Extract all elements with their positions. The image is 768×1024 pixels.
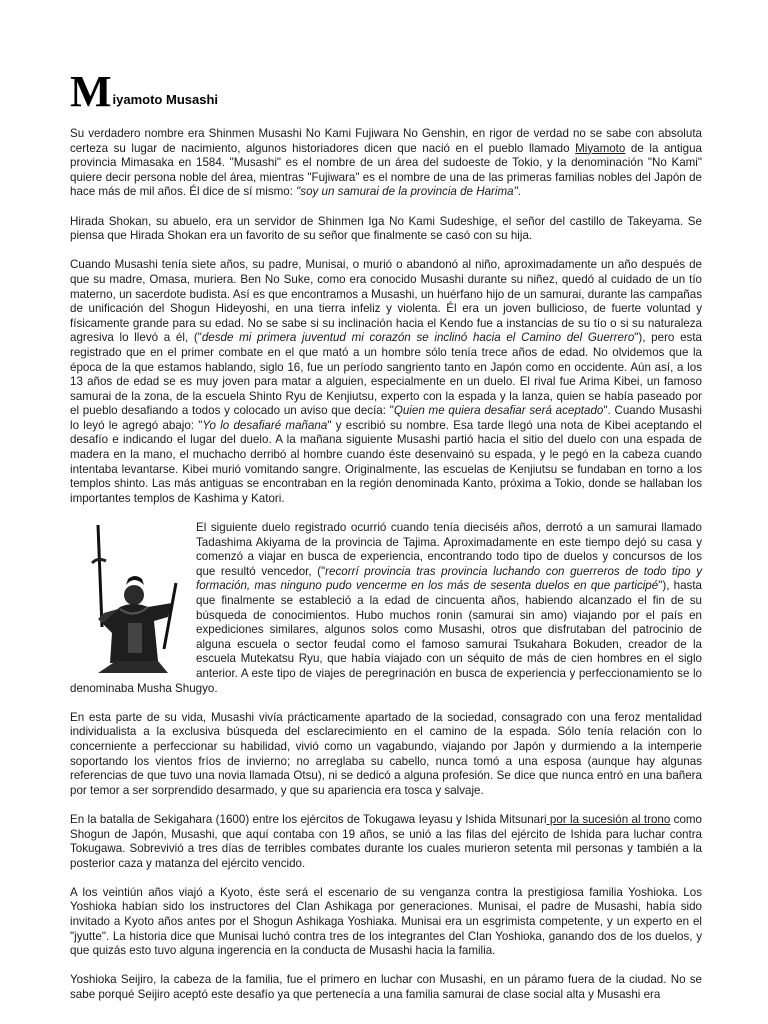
quote-harima: "soy un samurai de la provincia de Harima" [296, 185, 518, 199]
paragraph-6 [70, 813, 702, 871]
text-run: En la batalla de Sekigahara (1600) entre los ejércitos de Tokugawa Ieyasu y Ishida Mitsunari [70, 812, 547, 826]
quote-camino: desde mi primera juventud mi corazón se inclinó hacia el Camino del Guerrero [201, 331, 635, 345]
paragraph-2: Hirada Shokan, su abuelo, era un servidor de Shinmen Iga No Kami Sudeshige, el señor del castillo de Takeyama. Se piensa que Hirada Shokan era un favorito de su señor que finalmente se casó con su hija. [70, 214, 702, 243]
article-body [70, 67, 703, 1017]
title-text: iyamoto Musashi [112, 92, 218, 108]
text-run: Cuando Musashi tenía siete años, su padre, Munisai, o murió o abandonó al niño, aproximadamente un año después de que su madre, Omasa, muriera. Ben No Suke, como era conocido Musashi durante su niñez, quedó al cuidado de un tío materno, un sacerdote budista. Así es que encontramos a Musashi, un huérfano hijo de un samurai, durante las campañas de unificación del Shogun Hideyoshi, en una tierra infeliz y violenta. Él era un joven bullicioso, de fuerte voluntad y físicamente grande para su edad. No se sabe si su inclinación hacia el Kendo fue a instancias de su tío o si su naturaleza agresiva lo llevó a él, (" [70, 258, 702, 345]
text-run: Su verdadero nombre era Shinmen Musashi No Kami Fujiwara No Genshin, en rigor de verdad no se sabe con absoluta certeza su lugar de nacimiento, algunos historiadores dicen que nació en el pueblo llamado [70, 127, 702, 155]
samurai-illustration [68, 523, 190, 673]
text-run: ". Cuando Musashi lo leyó le agregó abajo: " [70, 404, 702, 432]
quote-desafiar: Quien me quiera desafiar será aceptado [393, 404, 604, 418]
paragraph-7: A los veintiún años viajó a Kyoto, éste será el escenario de su venganza contra la prestigiosa familia Yoshioka. Los Yoshioka habían sido los instructores del Clan Ashikaga por generaciones. Munisai, el padre de Musashi, había sido invitado a Kyoto años antes por el Shogun Ashikaga Yoshiaka. Munisai era un esgrimista competente, y un experto en el "jyutte". La historia dice que Munisai luchó contra tres de los integrantes del Clan Yoshioka, ganando dos de los duelos, y que quizás esto tuvo alguna ingerencia en la conducta de Musashi hacia la familia. [70, 885, 702, 958]
text-run: "), pero esta registrado que en el primer combate en el que mató a un hombre sólo tenía trece años de edad. No olvidemos que la época de la que estamos hablando, siglo 16, fue un período sangriento tanto en Japón como en occidente. Aún así, a los 13 años de edad se es muy joven para matar a alguien, especialmente en un duelo. El rival fue Arima Kibei, un famoso samurai de la zona, de la escuela Shinto Ryu de Kenjiutsu, experto con la espada y la lanza, quien se había paseado por el pueblo desafiando a todos y colocado un aviso que decía: " [70, 331, 702, 418]
text-run: " y escribió su nombre. Esa tarde llegó una nota de Kibei aceptando el desafío e indicando el lugar del duelo. A la mañana siguiente Musashi partió hacia el sitio del duelo con una espada de madera en la mano, el muchacho derribó al hombre cuando éste desenvainó su espada, y le pegó en la cabeza cuando intentaba levantarse. Kibei murió vomitando sangre. Originalmente, las escuelas de Kenjiutsu se fundaban en torno a los templos shinto. Las más antiguas se encontraban en la región denominada Kanto, próxima a Tokio, donde se hallaban los importantes templos de Kashima y Katori. [70, 418, 702, 505]
quote-provincia: recorrí provincia tras provincia luchando con guerreros de todo tipo y formación, mas ninguno pudo vencerme en los más de sesenta duelos en que participé [196, 564, 703, 593]
miyamoto-link[interactable]: Miyamoto [575, 141, 626, 155]
paragraph-1 [70, 127, 702, 200]
underlined-text: por la sucesión al trono [546, 812, 671, 826]
text-run: "), hasta que finalmente se estableció a la edad de cincuenta años, habiendo alcanzado el fin de su búsqueda de conocimientos. Hubo muchos ronin (samurai sin amo) viajando por el país en expediciones similares, algunos solos como Musashi, otros que disfrutaban del patrocinio de alguna escuela o sector feudal como el famoso samurai Tsukahara Bokuden, creador de la escuela Mutekatsu Ryu, que había viajado con un séquito de más de cien hombres en el siglo anterior. A este tipo de viajes de peregrinación en busca de experiencia y perfeccionamiento se lo denominaba Musha Shugyo. [70, 579, 702, 695]
text-run: como Shogun de Japón, Musashi, que aquí contaba con 19 años, se unió a las filas del ejército de Ishida para luchar contra Tokugawa. Sobrevivió a tres días de terribles combates durante los cuales murieron setenta mil personas y también a la posterior caza y matanza del ejército vencido. [70, 812, 702, 870]
paragraph-8: Yoshioka Seijiro, la cabeza de la familia, fue el primero en luchar con Musashi, en un páramo fuera de la ciudad. No se sabe porqué Seijiro aceptó este desafío ya que pertenecía a una familia samurai de clase social alta y Musashi era [70, 973, 702, 1002]
paragraph-4 [70, 521, 702, 696]
paragraph-5: En esta parte de su vida, Musashi vivía prácticamente apartado de la sociedad, consagrado con una feroz mentalidad individualista a la exclusiva búsqueda del esclarecimiento en el camino de la espada. Sólo tenía relación con lo concerniente a perfeccionar su habilidad, vivió como un vagabundo, viajando por Japón y durmiendo a la intemperie soportando los vientos fríos de invierno; no arreglaba su cabello, nunca tomó a una esposa (aunque hay algunas referencias de que tuvo una novia llamada Otsu), ni se dedicó a alguna profesión. Se dice que nunca entró en una bañera por temor a ser sorprendido desarmado, y que su apariencia era tosca y salvaje. [70, 710, 702, 797]
text-run: El siguiente duelo registrado ocurrió cuando tenía dieciséis años, derrotó a un samurai llamado Tadashima Akiyama de la provincia de Tajima. Aproximadamente en este tiempo dejó su casa y comenzó a viajar en busca de experiencia, encontrando todo tipo de duelos y concursos de los que resultó vencedor, (" [196, 521, 702, 578]
text-run: de la antigua provincia Mimasaka en 1584. "Musashi" es el nombre de un área del sudoeste de Tokio, y la denominación "No Kami" quiere decir persona noble del área, mientras "Fujiwara" es el nombre de una de las primeras familias nobles del Japón de hace más de mil años. Él dice de sí mismo: [70, 141, 702, 199]
title-drop-cap: M [70, 67, 112, 116]
article-title [70, 67, 702, 116]
text-run: . [517, 185, 521, 199]
paragraph-3 [70, 258, 702, 506]
samurai-figure-icon [68, 523, 190, 673]
quote-manana: Yo lo desafiaré mañana [202, 418, 328, 432]
